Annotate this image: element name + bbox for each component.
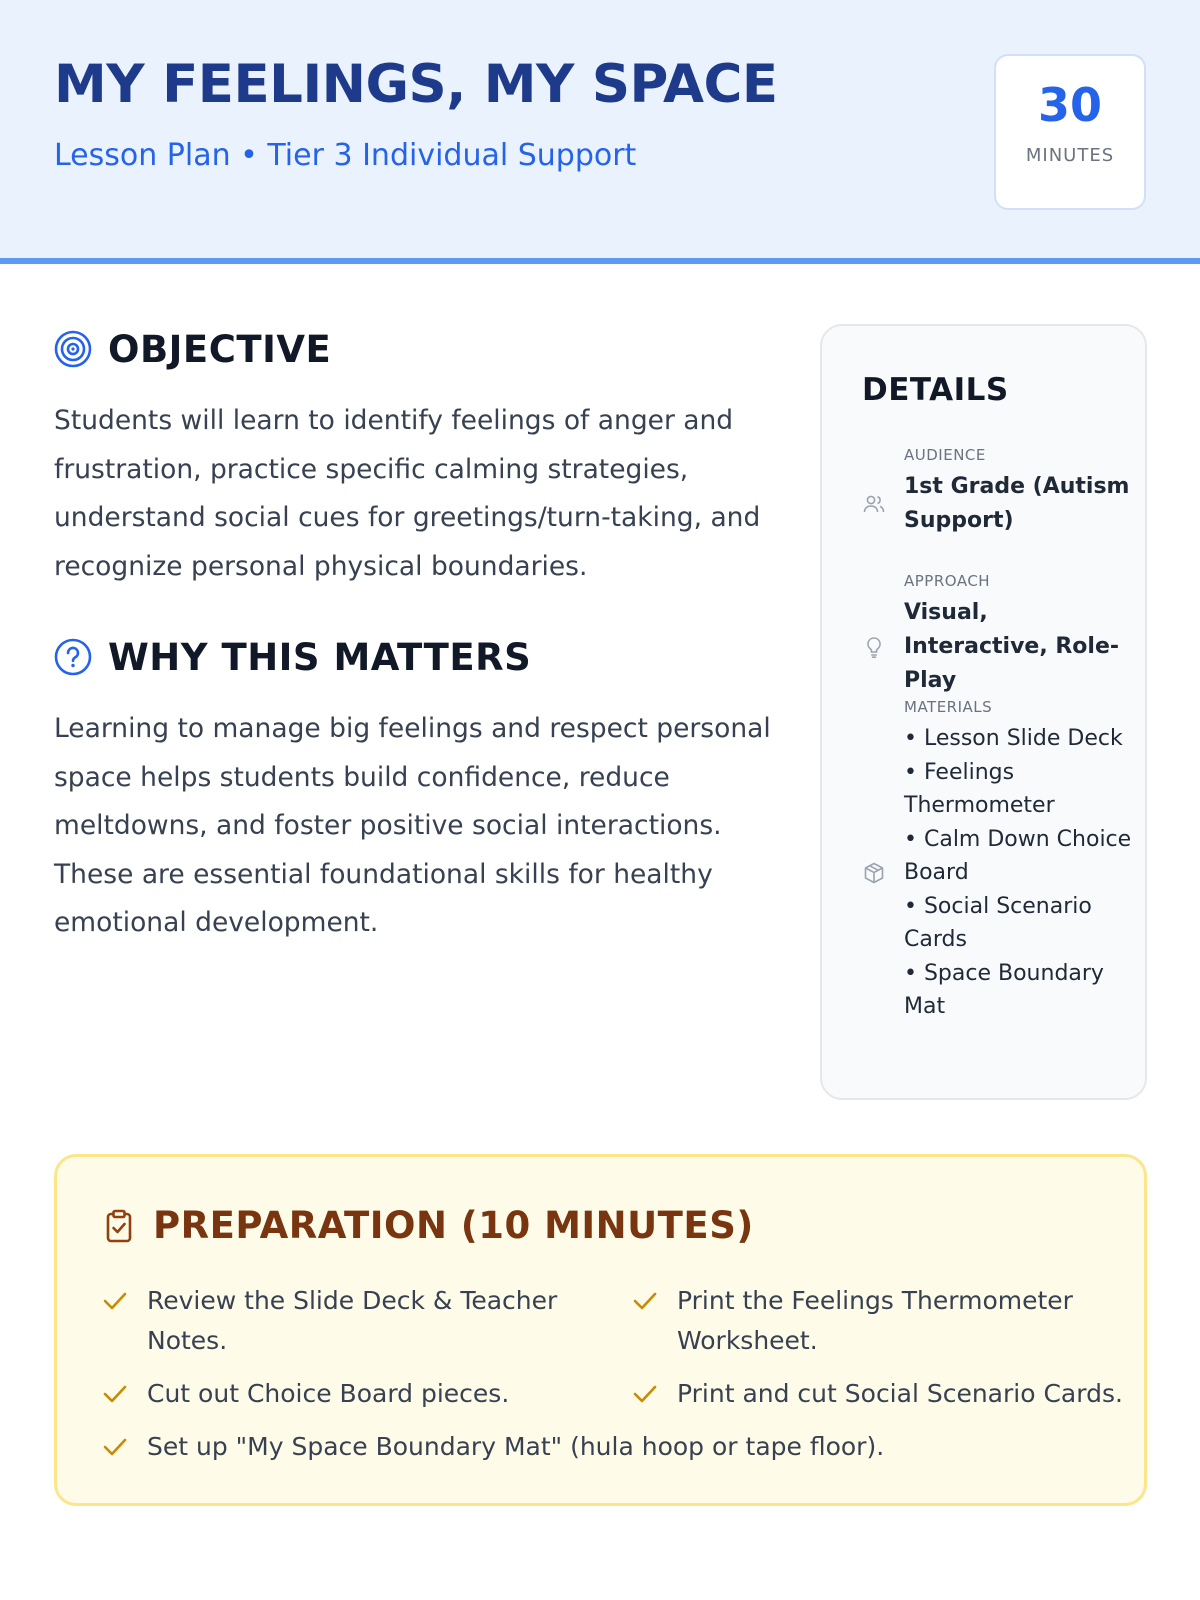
prep-task — [631, 1281, 1111, 1361]
detail-approach — [862, 572, 1132, 698]
objective-title: OBJECTIVE — [108, 327, 332, 371]
approach-label: APPROACH — [904, 572, 991, 590]
preparation-heading — [101, 1204, 754, 1247]
details-panel — [820, 324, 1147, 1100]
duration-unit: MINUTES — [1025, 144, 1115, 166]
material-item: • Space Boundary Mat — [904, 960, 1104, 1019]
detail-materials — [862, 698, 1132, 1024]
prep-task — [101, 1374, 571, 1414]
question-circle-icon — [54, 638, 92, 676]
duration-value: 30 — [1037, 78, 1102, 132]
lightbulb-icon — [862, 635, 886, 659]
material-item: • Calm Down Choice Board — [904, 826, 1132, 885]
prep-task — [631, 1374, 1131, 1414]
checkmark-icon — [101, 1433, 129, 1461]
material-item: • Social Scenario Cards — [904, 893, 1092, 952]
prep-task-text: Cut out Choice Board pieces. — [147, 1379, 510, 1408]
prep-task-text: Set up "My Space Boundary Mat" (hula hoop or tape floor). — [147, 1432, 885, 1461]
header — [0, 0, 1200, 264]
approach-value: Visual, Interactive, Role-Play — [904, 600, 1120, 693]
prep-task-text: Review the Slide Deck & Teacher Notes. — [147, 1286, 558, 1355]
material-item: • Lesson Slide Deck — [904, 726, 1123, 751]
audience-value: 1st Grade (Autism Support) — [904, 474, 1130, 533]
material-item: • Feelings Thermometer — [904, 759, 1055, 818]
duration-badge — [994, 54, 1146, 210]
materials-list — [904, 722, 1132, 1024]
prep-task-text: Print the Feelings Thermometer Worksheet. — [677, 1286, 1073, 1355]
page-title: MY FEELINGS, MY SPACE — [54, 54, 778, 115]
why-title: WHY THIS MATTERS — [108, 635, 532, 679]
prep-task — [101, 1427, 1101, 1467]
prep-task — [101, 1281, 571, 1361]
objective-heading — [54, 327, 332, 371]
page-subtitle: Lesson Plan • Tier 3 Individual Support — [54, 138, 637, 173]
materials-label: MATERIALS — [904, 698, 993, 716]
checkmark-icon — [631, 1287, 659, 1315]
checkmark-icon — [101, 1380, 129, 1408]
details-title: DETAILS — [862, 372, 1009, 408]
users-icon — [862, 492, 886, 516]
preparation-title: PREPARATION (10 MINUTES) — [153, 1204, 754, 1247]
audience-label: AUDIENCE — [904, 446, 986, 464]
objective-text: Students will learn to identify feelings of anger and frustration, practice specific calming strategies, understand social cues for greetings/turn-taking, and recognize personal physical boundaries. — [54, 405, 761, 582]
clipboard-check-icon — [101, 1208, 137, 1244]
package-icon — [862, 861, 886, 885]
checkmark-icon — [631, 1380, 659, 1408]
checkmark-icon — [101, 1287, 129, 1315]
preparation-panel — [54, 1154, 1147, 1506]
detail-audience — [862, 446, 1132, 538]
why-text: Learning to manage big feelings and respect personal space helps students build confidence, reduce meltdowns, and foster positive social interactions. These are essential foundational skills for healthy emotional development. — [54, 713, 771, 938]
why-heading — [54, 635, 532, 679]
prep-task-text: Print and cut Social Scenario Cards. — [677, 1379, 1123, 1408]
target-icon — [54, 330, 92, 368]
